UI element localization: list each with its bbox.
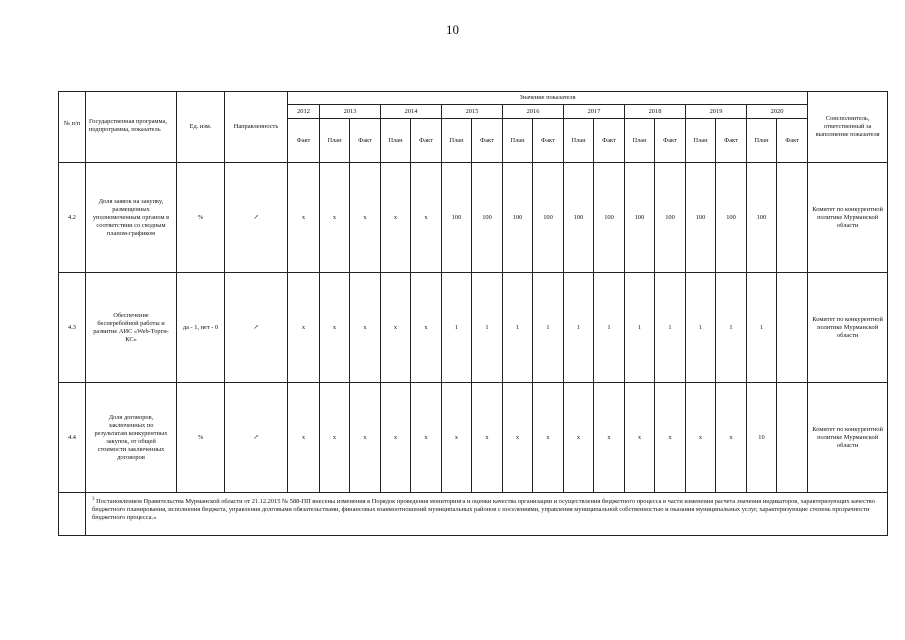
table-row bbox=[59, 163, 888, 273]
value-cell: 10 bbox=[747, 383, 777, 493]
value-cell: 1 bbox=[594, 273, 625, 383]
value-cell: x bbox=[288, 273, 320, 383]
year-header: 2018 bbox=[625, 105, 686, 119]
value-cell: 100 bbox=[625, 163, 655, 273]
year-header: 2017 bbox=[564, 105, 625, 119]
value-cell: 1 bbox=[442, 273, 472, 383]
plan-fact-label: Факт bbox=[655, 119, 686, 163]
value-cell: x bbox=[320, 163, 350, 273]
plan-fact-label: Факт bbox=[288, 119, 320, 163]
row-number: 4.4 bbox=[59, 383, 86, 493]
plan-fact-label: План bbox=[320, 119, 350, 163]
year-header: 2013 bbox=[320, 105, 381, 119]
year-header: 2012 bbox=[288, 105, 320, 119]
value-cell: x bbox=[442, 383, 472, 493]
value-cell: x bbox=[381, 163, 411, 273]
value-cell: x bbox=[288, 163, 320, 273]
plan-fact-label: План bbox=[625, 119, 655, 163]
value-cell: x bbox=[350, 273, 381, 383]
row-number: 4.2 bbox=[59, 163, 86, 273]
plan-fact-label: План bbox=[564, 119, 594, 163]
value-cell: x bbox=[503, 383, 533, 493]
value-cell: x bbox=[686, 383, 716, 493]
value-cell: x bbox=[472, 383, 503, 493]
value-cell: x bbox=[594, 383, 625, 493]
direction-arrow-icon: ↗ bbox=[225, 273, 288, 383]
value-cell: x bbox=[350, 383, 381, 493]
unit-cell: % bbox=[177, 383, 225, 493]
value-cell: x bbox=[288, 383, 320, 493]
value-cell: 100 bbox=[747, 163, 777, 273]
year-header: 2016 bbox=[503, 105, 564, 119]
plan-fact-label: План bbox=[503, 119, 533, 163]
value-cell: x bbox=[350, 163, 381, 273]
value-cell: x bbox=[411, 383, 442, 493]
value-cell: 1 bbox=[533, 273, 564, 383]
value-cell: 1 bbox=[564, 273, 594, 383]
direction-arrow-icon: ↗ bbox=[225, 163, 288, 273]
value-cell: 100 bbox=[472, 163, 503, 273]
unit-cell: % bbox=[177, 163, 225, 273]
header-program: Государственная программа, подпрограмма, показатель bbox=[86, 92, 177, 163]
value-cell: 100 bbox=[655, 163, 686, 273]
value-cell: 100 bbox=[503, 163, 533, 273]
value-cell: x bbox=[320, 383, 350, 493]
year-header: 2019 bbox=[686, 105, 747, 119]
unit-cell: да - 1, нет - 0 bbox=[177, 273, 225, 383]
header-values-title: Значение показателя bbox=[288, 92, 808, 105]
plan-fact-label: План bbox=[747, 119, 777, 163]
value-cell bbox=[777, 273, 808, 383]
footnote-spacer bbox=[59, 493, 86, 536]
value-cell: x bbox=[655, 383, 686, 493]
value-cell: 1 bbox=[716, 273, 747, 383]
footnote bbox=[86, 493, 888, 536]
value-cell: x bbox=[381, 383, 411, 493]
header-unit: Ед. изм. bbox=[177, 92, 225, 163]
value-cell: x bbox=[625, 383, 655, 493]
plan-fact-label: Факт bbox=[472, 119, 503, 163]
value-cell: x bbox=[411, 273, 442, 383]
indicator-table bbox=[58, 91, 888, 536]
header-direction: Направленность bbox=[225, 92, 288, 163]
table-row bbox=[59, 273, 888, 383]
indicator-name: Обеспечение бесперебойной работы и развитие АИС «Web-Торги-КС» bbox=[86, 273, 177, 383]
footnote-mark: 3 bbox=[92, 497, 95, 502]
plan-fact-label: Факт bbox=[350, 119, 381, 163]
plan-fact-label: План bbox=[381, 119, 411, 163]
value-cell: x bbox=[716, 383, 747, 493]
value-cell: 100 bbox=[533, 163, 564, 273]
value-cell: x bbox=[564, 383, 594, 493]
value-cell: 100 bbox=[442, 163, 472, 273]
table-row bbox=[59, 383, 888, 493]
value-cell: 100 bbox=[594, 163, 625, 273]
plan-fact-label: Факт bbox=[594, 119, 625, 163]
plan-fact-label: Факт bbox=[777, 119, 808, 163]
plan-fact-label: Факт bbox=[411, 119, 442, 163]
year-header: 2020 bbox=[747, 105, 808, 119]
value-cell: 1 bbox=[625, 273, 655, 383]
indicator-name: Доля договоров, заключенных по результатам конкурентных закупок, от общей стоимости заключенных договоров bbox=[86, 383, 177, 493]
value-cell: 1 bbox=[655, 273, 686, 383]
responsible-cell: Комитет по конкурентной политике Мурманской области bbox=[808, 273, 888, 383]
direction-arrow-icon: ↗ bbox=[225, 383, 288, 493]
footnote-text: Постановлением Правительства Мурманской области от 21.12.2015 № 588-ПП внесены изменения в Порядок проведения мониторинга и оценки качества организации и осуществления бюджетного процесса в части изменения расчета значения индикаторов, характеризующих качество бюджетного планирования, исполнения бюджета, управления долговыми обязательствами, финансовых взаимоотношений муниципальных районов с поселениями, управления муниципальной собственностью и оказания муниципальных услуг, характеризующие степень прозрачности бюджетного процесса.» bbox=[92, 498, 875, 522]
responsible-cell: Комитет по конкурентной политике Мурманской области bbox=[808, 163, 888, 273]
responsible-cell: Комитет по конкурентной политике Мурманской области bbox=[808, 383, 888, 493]
value-cell: 100 bbox=[686, 163, 716, 273]
plan-fact-label: План bbox=[442, 119, 472, 163]
header-responsible: Соисполнитель, ответственный за выполнение показателя bbox=[808, 92, 888, 163]
plan-fact-label: Факт bbox=[533, 119, 564, 163]
year-header: 2014 bbox=[381, 105, 442, 119]
value-cell: x bbox=[381, 273, 411, 383]
value-cell: 1 bbox=[503, 273, 533, 383]
indicator-name: Доля заявок на закупку, размещенных уполномоченным органом в соответствии со сводным планом-графиком bbox=[86, 163, 177, 273]
year-header: 2015 bbox=[442, 105, 503, 119]
value-cell: 1 bbox=[686, 273, 716, 383]
value-cell: x bbox=[411, 163, 442, 273]
value-cell bbox=[777, 163, 808, 273]
value-cell: 1 bbox=[747, 273, 777, 383]
value-cell: 100 bbox=[716, 163, 747, 273]
value-cell bbox=[777, 383, 808, 493]
plan-fact-label: План bbox=[686, 119, 716, 163]
value-cell: x bbox=[320, 273, 350, 383]
plan-fact-label: Факт bbox=[716, 119, 747, 163]
value-cell: 100 bbox=[564, 163, 594, 273]
header-num: № п/п bbox=[59, 92, 86, 163]
value-cell: 1 bbox=[472, 273, 503, 383]
page-number: 10 bbox=[446, 22, 459, 37]
row-number: 4.3 bbox=[59, 273, 86, 383]
value-cell: x bbox=[533, 383, 564, 493]
